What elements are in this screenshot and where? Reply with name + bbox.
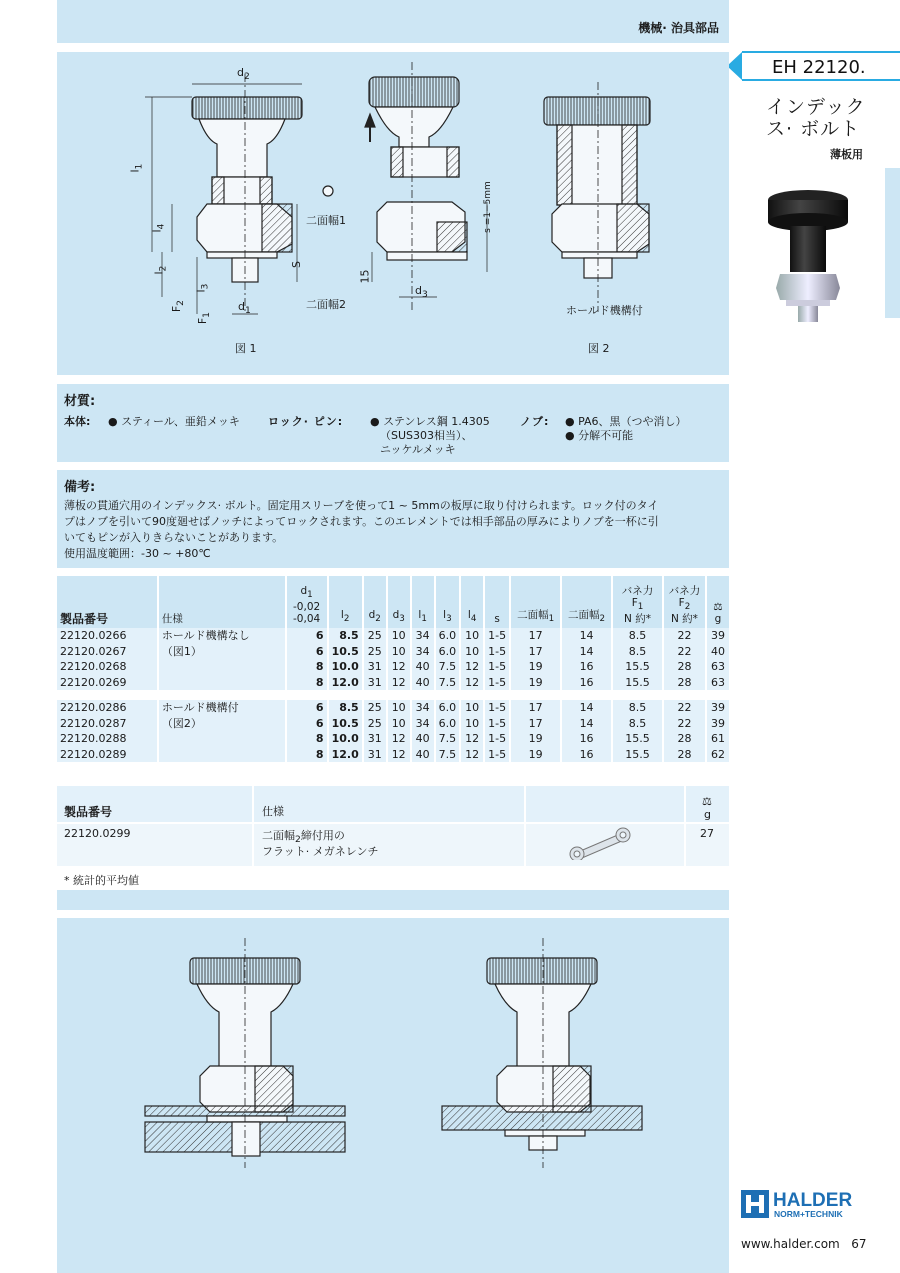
col-l1: $l_1$ [412, 576, 434, 628]
cell-value: 25 [364, 644, 386, 660]
cell-value: 8.5 [613, 628, 662, 644]
cell-value: 6 [287, 700, 327, 716]
cell-value: 10.0 [329, 731, 362, 747]
cell-value: 62 [707, 747, 729, 763]
t2-spec-line2: フラット· メガネレンチ [262, 845, 379, 858]
pin-label: ロック· ピン: [268, 415, 344, 428]
cell-spec [159, 675, 285, 691]
table-row [57, 716, 729, 732]
cell-value: 8.5 [329, 628, 362, 644]
cell-value: 63 [707, 675, 729, 691]
cell-value: 34 [412, 628, 434, 644]
label-S: S [289, 261, 303, 268]
t2-col-spec: 仕様 [262, 805, 284, 818]
technical-drawing [57, 52, 729, 375]
table-row [57, 747, 729, 763]
col-spec: 仕様 [159, 576, 285, 628]
cell-value: 1-5 [485, 731, 509, 747]
product-title-line2: ス· ボルト [766, 118, 861, 140]
spec-table [55, 576, 731, 762]
col-nimen1: 二面幅$_1$ [511, 576, 560, 628]
col-F1: バネ力 $F_1$ N 約* [613, 576, 662, 628]
knob-value-2: ● 分解不可能 [565, 429, 634, 442]
pin-value-3: ニッケルメッキ [380, 443, 456, 456]
side-tab [885, 168, 900, 318]
cell-value: 40 [707, 644, 729, 660]
t2-head-image [526, 786, 684, 822]
col-F2: バネ力 $F_2$ N 約* [664, 576, 705, 628]
table-row [57, 731, 729, 747]
header-bar [57, 0, 729, 43]
weight-icon: ⚖ [713, 601, 723, 613]
cell-value: 12 [388, 675, 410, 691]
cell-value: 1-5 [485, 628, 509, 644]
cell-value: 40 [412, 659, 434, 675]
cell-value: 14 [562, 644, 611, 660]
cell-value: 17 [511, 716, 560, 732]
cell-value: 7.5 [436, 675, 460, 691]
table-group-1 [57, 628, 729, 690]
cell-value: 15.5 [613, 675, 662, 691]
wrench-image [568, 826, 634, 860]
cell-spec: ホールド機構なし [159, 628, 285, 644]
cell-spec [159, 659, 285, 675]
cell-code: 22120.0269 [57, 675, 157, 691]
cell-value: 15.5 [613, 747, 662, 763]
cell-code: 22120.0289 [57, 747, 157, 763]
cell-code: 22120.0287 [57, 716, 157, 732]
cell-value: 12 [461, 675, 483, 691]
cell-value: 39 [707, 700, 729, 716]
cell-value: 34 [412, 644, 434, 660]
col-d2: $d_2$ [364, 576, 386, 628]
cell-value: 19 [511, 675, 560, 691]
cell-value: 31 [364, 731, 386, 747]
separator-bar [57, 890, 729, 910]
cell-value: 19 [511, 659, 560, 675]
cell-spec: ホールド機構付 [159, 700, 285, 716]
cell-spec [159, 747, 285, 763]
col-l2: $l_2$ [329, 576, 362, 628]
website-link[interactable]: www.halder.com [741, 1237, 840, 1251]
cell-value: 31 [364, 675, 386, 691]
table-row [57, 700, 729, 716]
label-F2: $F_2$ [169, 300, 187, 313]
cell-value: 10 [388, 700, 410, 716]
t2-weight: 27 [700, 827, 714, 840]
cell-code: 22120.0266 [57, 628, 157, 644]
cell-value: 19 [511, 747, 560, 763]
cell-value: 28 [664, 659, 705, 675]
t2-weight-icon: ⚖ [702, 795, 712, 808]
cell-value: 22 [664, 716, 705, 732]
cell-value: 31 [364, 747, 386, 763]
cell-value: 10 [461, 644, 483, 660]
cell-value: 17 [511, 628, 560, 644]
cell-value: 12 [461, 747, 483, 763]
notes-line2: プはノブを引いて90度廻せばノッチによってロックされます。このエレメントでは相手部品の厚みによりノブを一杯に引 [64, 515, 659, 528]
cell-value: 16 [562, 659, 611, 675]
cell-value: 28 [664, 747, 705, 763]
product-subtitle: 薄板用 [830, 148, 863, 161]
cell-value: 17 [511, 700, 560, 716]
cell-value: 8.5 [613, 716, 662, 732]
cell-value: 15.5 [613, 731, 662, 747]
cell-value: 10 [388, 628, 410, 644]
cell-value: 28 [664, 675, 705, 691]
figure1-caption: 図 1 [235, 342, 257, 355]
cell-value: 14 [562, 716, 611, 732]
notes-line3: いてもピンが入りきらないことがあります。 [64, 531, 284, 544]
cell-value: 8.5 [329, 700, 362, 716]
cell-code: 22120.0286 [57, 700, 157, 716]
cell-value: 34 [412, 716, 434, 732]
cell-value: 25 [364, 628, 386, 644]
t2-head-spec [254, 786, 524, 822]
cell-value: 8 [287, 731, 327, 747]
knob-value-1: ● PA6、黒（つや消し） [565, 415, 687, 428]
cell-value: 1-5 [485, 644, 509, 660]
body-label: 本体: [64, 415, 91, 428]
figure2-caption: 図 2 [588, 342, 610, 355]
cell-value: 1-5 [485, 716, 509, 732]
table-row [57, 644, 729, 660]
cell-value: 12.0 [329, 747, 362, 763]
notes-heading: 備考: [64, 480, 96, 495]
cell-value: 1-5 [485, 675, 509, 691]
cell-value: 10.5 [329, 644, 362, 660]
cell-value: 34 [412, 700, 434, 716]
footnote: * 統計的平均値 [64, 874, 139, 887]
cell-value: 22 [664, 628, 705, 644]
cell-value: 8 [287, 747, 327, 763]
cell-value: 8 [287, 659, 327, 675]
pin-value-1: ● ステンレス鋼 1.4305 [370, 415, 490, 428]
cell-value: 22 [664, 700, 705, 716]
cell-value: 61 [707, 731, 729, 747]
cell-value: 6.0 [436, 700, 460, 716]
cell-value: 19 [511, 731, 560, 747]
cell-value: 10 [461, 628, 483, 644]
product-title-line1: インデック [766, 96, 866, 118]
cell-value: 6 [287, 628, 327, 644]
label-d1: $d_1$ [238, 300, 251, 317]
brand-tagline: NORM+TECHNIK [774, 1209, 843, 1219]
product-code: EH 22120. [772, 57, 866, 78]
cell-value: 1-5 [485, 700, 509, 716]
cell-value: 15.5 [613, 659, 662, 675]
cell-value: 6 [287, 644, 327, 660]
label-s-range: s =1−5mm [482, 181, 493, 233]
col-d1: $d_1$ -0,02 -0,04 [287, 576, 327, 628]
group-spacer [57, 690, 729, 700]
t2-weight-unit: g [704, 808, 711, 821]
cell-value: 7.5 [436, 659, 460, 675]
label-l4: $l_4$ [150, 223, 167, 233]
category-label: 機械· 治具部品 [638, 21, 719, 35]
cell-value: 25 [364, 716, 386, 732]
t2-code: 22120.0299 [64, 827, 131, 840]
cell-value: 1-5 [485, 747, 509, 763]
label-15: 15 [358, 269, 372, 284]
label-d2: $d_2$ [237, 66, 250, 83]
table-header-row [57, 576, 729, 628]
t2-spec-line1: 二面幅$_2$締付用の [262, 829, 345, 846]
label-l2: $l_2$ [152, 265, 169, 275]
cell-value: 8.5 [613, 700, 662, 716]
cell-value: 10.0 [329, 659, 362, 675]
cell-value: 6.0 [436, 628, 460, 644]
brand-name: HALDER [773, 1190, 853, 1211]
table-row [57, 628, 729, 644]
col-d3: $d_3$ [388, 576, 410, 628]
cell-value: 16 [562, 747, 611, 763]
cell-code: 22120.0268 [57, 659, 157, 675]
cell-value: 10 [461, 716, 483, 732]
product-photo [760, 188, 860, 328]
table-row [57, 659, 729, 675]
footer [741, 1237, 866, 1251]
table-row [57, 675, 729, 691]
cell-value: 40 [412, 675, 434, 691]
cell-value: 8 [287, 675, 327, 691]
cell-value: 12.0 [329, 675, 362, 691]
label-hold: ホールド機構付 [566, 304, 643, 317]
col-weight: ⚖ g [707, 576, 729, 628]
cell-code: 22120.0267 [57, 644, 157, 660]
label-nimen1: 二面幅1 [306, 214, 346, 227]
col-l4: $l_4$ [461, 576, 483, 628]
cell-value: 14 [562, 628, 611, 644]
cell-value: 10.5 [329, 716, 362, 732]
label-F1: $F_1$ [195, 312, 213, 325]
notes-line1: 薄板の貫通穴用のインデックス· ボルト。固定用スリーブを使って1 ~ 5mmの板厚に取り付けられます。ロック付のタイ [64, 499, 659, 512]
cell-value: 40 [412, 747, 434, 763]
cell-value: 8.5 [613, 644, 662, 660]
halder-logo [741, 1188, 881, 1220]
cell-value: 31 [364, 659, 386, 675]
cell-value: 28 [664, 731, 705, 747]
col-l3: $l_3$ [436, 576, 460, 628]
cell-value: 6.0 [436, 644, 460, 660]
cell-value: 6 [287, 716, 327, 732]
knob-label: ノブ: [520, 415, 550, 428]
label-d3: $d_3$ [415, 284, 428, 301]
cell-value: 7.5 [436, 731, 460, 747]
cell-value: 17 [511, 644, 560, 660]
cell-value: 14 [562, 700, 611, 716]
cell-value: 12 [461, 731, 483, 747]
cell-value: 10 [388, 716, 410, 732]
cell-value: 22 [664, 644, 705, 660]
cell-spec: （図2） [159, 716, 285, 732]
col-nimen2: 二面幅$_2$ [562, 576, 611, 628]
tag-arrow-icon [727, 52, 742, 80]
cell-value: 12 [388, 747, 410, 763]
cell-code: 22120.0288 [57, 731, 157, 747]
cell-value: 39 [707, 628, 729, 644]
cell-value: 12 [388, 731, 410, 747]
page-number: 67 [851, 1237, 867, 1251]
cell-value: 1-5 [485, 659, 509, 675]
cell-value: 16 [562, 731, 611, 747]
table-group-2 [57, 700, 729, 762]
cell-value: 25 [364, 700, 386, 716]
body-value: ● スティール、亜鉛メッキ [108, 415, 240, 428]
label-l3: $l_3$ [194, 283, 211, 293]
cell-value: 6.0 [436, 716, 460, 732]
cell-value: 40 [412, 731, 434, 747]
col-s: s [485, 576, 509, 628]
materials-heading: 材質: [64, 394, 96, 409]
cell-value: 63 [707, 659, 729, 675]
label-nimen2: 二面幅2 [306, 298, 346, 311]
cell-value: 16 [562, 675, 611, 691]
cell-value: 7.5 [436, 747, 460, 763]
cell-value: 12 [388, 659, 410, 675]
label-l1: $l_1$ [128, 163, 145, 173]
cell-value: 10 [461, 700, 483, 716]
cell-value: 39 [707, 716, 729, 732]
col-code: 製品番号 [57, 576, 157, 628]
pin-value-2: （SUS303相当）、 [380, 429, 473, 442]
cell-spec: （図1） [159, 644, 285, 660]
installation-drawing [57, 918, 729, 1273]
notes-line4: 使用温度範囲：-30 ~ +80℃ [64, 547, 211, 560]
t2-col-code: 製品番号 [64, 805, 113, 819]
cell-value: 12 [461, 659, 483, 675]
cell-spec [159, 731, 285, 747]
cell-value: 10 [388, 644, 410, 660]
